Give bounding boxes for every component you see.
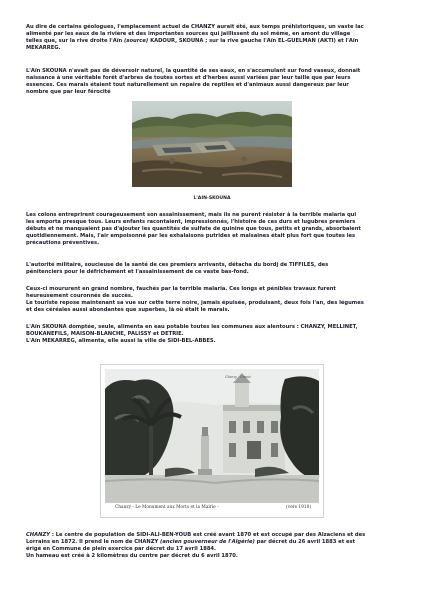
paragraph-water-supply: L'Aïn SKOUNA domptée, seule, alimenta en eau potable toutes les communes aux alentours : CHANZY, MELLINET, BOUKANEFILS, MAISON-BLANCHE, PALISSY et DETRIE. L'Aïn MEKARREG, alimenta, elle aussi la ville de SIDI-BEL-ABBES. bbox=[26, 324, 358, 344]
paragraph-colons: Les colons entreprirent courageusement son assainissement, mais ils ne purent résister à la terrible malaria qui les emporta presque tous. Leurs enfants racontaient, impressionnés, l'histoire de ces durs et lugubres premiers débuts et ne manquaient pas d'ajouter les quantités de sulfate de quinine que tous, petits et grands, absorbaient quotidiennement. Mais, l'air empoisonné par les exhalaisons putrides et malsaines était plus fort que toutes les précautions préventives. bbox=[26, 212, 361, 246]
paragraph-military: L'autorité militaire, soucieuse de la santé de ces premiers arrivants, détacha du bordj de TIFFILES, des pénitenciers pour le défrichement et l'assainissement de ce vaste bas-fond. bbox=[26, 262, 329, 275]
paragraph-ain-skouna: L'Aïn SKOUNA n'avait pas de déversoir naturel, la quantité de ses eaux, en s'accumulant sur fond vaseux, donnait naissance à une véritable forêt d'arbres de toutes sortes et d'herbes aussi variées par leur taille que par leurs essences. Ces marais étaient tout naturellement un repaire de reptiles et d'animaux aussi dangereux par leur nombre que par leur férocité bbox=[26, 68, 361, 95]
postcard-caption: Chanzy - Le Monument aux Morts et la Mairie - bbox=[115, 505, 219, 510]
ain-skouna-caption: L'AIN-SKOUNA bbox=[193, 196, 231, 201]
postcard-year: (vers 1910) bbox=[286, 505, 311, 510]
ain-skouna-photo bbox=[132, 101, 292, 187]
paragraph-malaria: Ceux-ci moururent en grand nombre, fauchés par la terrible malaria. Ces longs et pénibles travaux furent heureusement couronnés de succès. Le touriste repose maintenant sa vue sur cette terre noire, jamais épuisée, produisant, deux fois l'an, des légumes et des céréales aussi abondantes que superbes, là où était le marais. bbox=[26, 286, 364, 313]
postcard-stamp-text: Chanzy - Oranie bbox=[225, 375, 252, 379]
paragraph-chanzy-history: CHANZY : Le centre de population de SIDI-ALI-BEN-YOUB est créé avant 1870 et est occupé par des Alzaciens et des Lorrains en 1872. Il prend le nom de CHANZY (ancien gouverneur de l'Algérie) par décret du 26 avril 1883 et est érigé en Commune de plein exercice par décret du 17 avril 1884. Un hameau est créé à 2 kilomètres du centre par décret du 6 avril 1870. bbox=[26, 532, 366, 559]
monument-postcard-photo bbox=[100, 364, 324, 518]
paragraph-geology: Au dire de certains géologues, l'emplacement actuel de CHANZY aurait été, aux temps préhistoriques, un vaste lac alimenté par les eaux de la rivière et des importantes sources qui jaillissent du sol même, en amont du village telles que, sur la rive droite l'Aïn (source) KADOUR, SKOUNA ; sur la rive gauche l'Aïn EL-GUELMAN (AKTI) et l'Aïn MEKARREG. bbox=[26, 24, 364, 51]
